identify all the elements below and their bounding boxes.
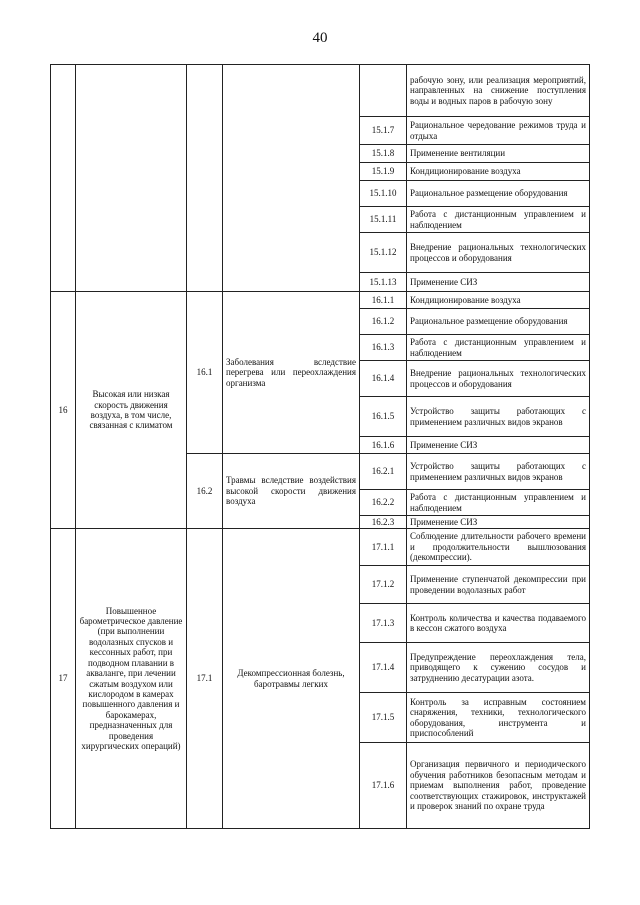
measure-text: Организация первичного и периодического обучения работников безопасным методам и приемам выполнения работ, проведение соответствующих стажировок, инструктажей и проверок знаний по охране труда [407,743,590,829]
hazard-measures-table [50,64,590,829]
risk-description: Заболевания вследствие перегрева или переохлаждения организма [223,292,360,454]
risk-description: Травмы вследствие воздействия высокой скорости движения воздуха [223,454,360,529]
risk-code: 16.1 [187,292,223,454]
measure-code: 17.1.1 [360,529,407,566]
hazard-name-cell [76,65,187,292]
page-number: 40 [312,30,328,46]
measure-text: Внедрение рациональных технологических процессов и оборудования [407,361,590,397]
measure-text: Внедрение рациональных технологических процессов и оборудования [407,233,590,273]
measure-text: Применение вентиляции [407,145,590,163]
measure-text: Применение СИЗ [407,516,590,529]
measure-code: 16.1.1 [360,292,407,309]
measure-text: Применение СИЗ [407,437,590,454]
measure-text: Работа с дистанционным управлением и наблюдением [407,490,590,516]
hazard-name: Повышенное барометрическое давление (при выполнении водолазных спусков и кессонных работ, при подводном плавании в акваланге, при лечении сжатым воздухом или кислородом в камерах повышенного давления и барокамерах, предназначенных для проведения хирургических операций) [76,529,187,829]
measure-code: 16.1.6 [360,437,407,454]
measure-text: Устройство защиты работающих с применением различных видов экранов [407,454,590,490]
measure-text: Применение ступенчатой декомпрессии при проведении водолазных работ [407,566,590,604]
measure-code: 17.1.3 [360,604,407,643]
measure-code: 15.1.9 [360,163,407,181]
measure-code: 17.1.4 [360,643,407,693]
measure-code: 15.1.7 [360,117,407,145]
measure-code: 16.2.2 [360,490,407,516]
measure-text: Контроль за исправным состоянием снаряжения, техники, технологического оборудования, инструмента и приспособлений [407,693,590,743]
risk-code-cell [187,65,223,292]
measure-code: 17.1.5 [360,693,407,743]
measure-code: 16.1.5 [360,397,407,437]
measure-text: Кондиционирование воздуха [407,163,590,181]
measure-text: Применение СИЗ [407,273,590,292]
measure-code: 16.1.3 [360,335,407,361]
hazard-name: Высокая или низкая скорость движения воздуха, в том числе, связанная с климатом [76,292,187,529]
risk-description: Декомпрессионная болезнь, баротравмы легких [223,529,360,829]
table-row [51,292,590,309]
measure-code: 15.1.13 [360,273,407,292]
measure-code: 16.2.3 [360,516,407,529]
measure-text: рабочую зону, или реализация мероприятий, направленных на снижение поступления воды и водных паров в рабочую зону [407,65,590,117]
measure-code: 15.1.12 [360,233,407,273]
measure-code: 17.1.2 [360,566,407,604]
measure-code [360,65,407,117]
measure-text: Рациональное размещение оборудования [407,181,590,207]
table-row [51,65,590,117]
measure-text: Соблюдение длительности рабочего времени и продолжительности вышлюзования (декомпрессии). [407,529,590,566]
measure-code: 16.1.4 [360,361,407,397]
measure-code: 16.1.2 [360,309,407,335]
measure-text: Устройство защиты работающих с применением различных видов экранов [407,397,590,437]
measure-text: Работа с дистанционным управлением и наблюдением [407,207,590,233]
hazard-number: 17 [51,529,76,829]
measure-text: Рациональное размещение оборудования [407,309,590,335]
hazard-number: 16 [51,292,76,529]
measure-text: Кондиционирование воздуха [407,292,590,309]
measure-code: 17.1.6 [360,743,407,829]
risk-code: 16.2 [187,454,223,529]
risk-description-cell [223,65,360,292]
measure-text: Работа с дистанционным управлением и наблюдением [407,335,590,361]
measure-code: 15.1.10 [360,181,407,207]
measure-code: 16.2.1 [360,454,407,490]
hazard-number-cell [51,65,76,292]
risk-code: 17.1 [187,529,223,829]
measure-text: Рациональное чередование режимов труда и отдыха [407,117,590,145]
measure-code: 15.1.11 [360,207,407,233]
measure-text: Предупреждение переохлаждения тела, приводящего к сужению сосудов и затруднению десатурации азота. [407,643,590,693]
table-row [51,529,590,566]
measure-code: 15.1.8 [360,145,407,163]
measure-text: Контроль количества и качества подаваемого в кессон сжатого воздуха [407,604,590,643]
